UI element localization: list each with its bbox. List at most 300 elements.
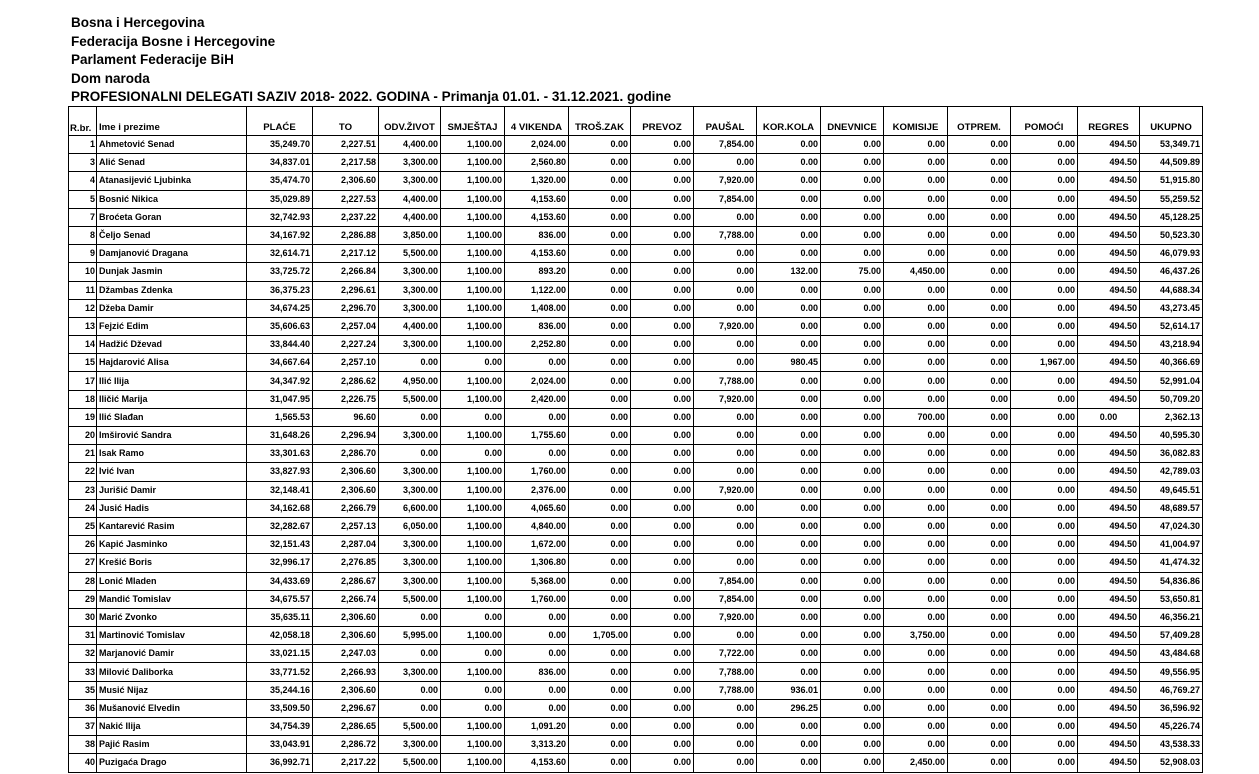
amount-cell: 0.00: [631, 554, 694, 572]
amount-cell: 0.00: [884, 336, 948, 354]
amount-cell: 0.00: [569, 645, 631, 663]
amount-cell: 0.00: [1011, 736, 1078, 754]
amount-cell: 3,300.00: [379, 554, 441, 572]
amount-cell: 0.00: [884, 645, 948, 663]
column-header: OTPREM.: [948, 107, 1011, 136]
amount-cell: 0.00: [1011, 499, 1078, 517]
amount-cell: 0.00: [694, 336, 757, 354]
amount-cell: 0.00: [631, 645, 694, 663]
amount-cell: 0.00: [1011, 718, 1078, 736]
amount-cell: 35,474.70: [247, 172, 313, 190]
amount-cell: 1,100.00: [441, 336, 505, 354]
amount-cell: 0.00: [757, 281, 821, 299]
amount-cell: 3,300.00: [379, 281, 441, 299]
amount-cell: 41,474.32: [1140, 554, 1203, 572]
amount-cell: 42,058.18: [247, 627, 313, 645]
amount-cell: 0.00: [631, 172, 694, 190]
amount-cell: 0.00: [694, 754, 757, 772]
amount-cell: 0.00: [1011, 681, 1078, 699]
amount-cell: 0.00: [948, 372, 1011, 390]
table-row: [69, 736, 1203, 754]
amount-cell: 7,788.00: [694, 226, 757, 244]
table-row: [69, 208, 1203, 226]
row-number: 19: [69, 408, 97, 426]
amount-cell: 75.00: [821, 263, 884, 281]
amount-cell: 0.00: [757, 718, 821, 736]
amount-cell: 0.00: [1011, 427, 1078, 445]
delegate-name: Fejzić Edim: [97, 317, 247, 335]
amount-cell: 0.00: [569, 572, 631, 590]
amount-cell: 4,400.00: [379, 190, 441, 208]
amount-cell: 4,950.00: [379, 372, 441, 390]
amount-cell: 0.00: [1011, 627, 1078, 645]
amount-cell: 0.00: [694, 517, 757, 535]
amount-cell: 3,750.00: [884, 627, 948, 645]
column-header: DNEVNICE: [821, 107, 884, 136]
amount-cell: 0.00: [948, 754, 1011, 772]
amount-cell: 0.00: [757, 245, 821, 263]
amount-cell: 0.00: [379, 608, 441, 626]
amount-cell: 0.00: [948, 590, 1011, 608]
row-number: 31: [69, 627, 97, 645]
amount-cell: 43,484.68: [1140, 645, 1203, 663]
amount-cell: 2,376.00: [505, 481, 569, 499]
amount-cell: 0.00: [694, 445, 757, 463]
amount-cell: 0.00: [821, 572, 884, 590]
amount-cell: 3,300.00: [379, 427, 441, 445]
amount-cell: 0.00: [948, 226, 1011, 244]
amount-cell: 0.00: [569, 481, 631, 499]
amount-cell: 494.50: [1078, 281, 1140, 299]
amount-cell: 0.00: [821, 736, 884, 754]
amount-cell: 0.00: [379, 699, 441, 717]
amount-cell: 0.00: [884, 663, 948, 681]
amount-cell: 2,226.75: [313, 390, 379, 408]
amount-cell: 36,596.92: [1140, 699, 1203, 717]
amount-cell: 2,217.12: [313, 245, 379, 263]
amount-cell: 0.00: [884, 354, 948, 372]
delegate-name: Džambas Zdenka: [97, 281, 247, 299]
amount-cell: 0.00: [821, 445, 884, 463]
amount-cell: 0.00: [694, 299, 757, 317]
amount-cell: 0.00: [948, 354, 1011, 372]
amount-cell: 0.00: [569, 390, 631, 408]
amount-cell: 1,100.00: [441, 317, 505, 335]
amount-cell: 0.00: [631, 408, 694, 426]
amount-cell: 0.00: [821, 154, 884, 172]
amount-cell: 0.00: [1011, 317, 1078, 335]
amount-cell: 52,908.03: [1140, 754, 1203, 772]
amount-cell: 0.00: [1011, 336, 1078, 354]
amount-cell: 0.00: [505, 627, 569, 645]
amount-cell: 0.00: [948, 336, 1011, 354]
amount-cell: 494.50: [1078, 208, 1140, 226]
amount-cell: 0.00: [884, 572, 948, 590]
amount-cell: 0.00: [441, 645, 505, 663]
delegate-name: Musić Nijaz: [97, 681, 247, 699]
amount-cell: 0.00: [1011, 281, 1078, 299]
amount-cell: 32,614.71: [247, 245, 313, 263]
delegate-name: Alić Senad: [97, 154, 247, 172]
column-header: 4 VIKENDA: [505, 107, 569, 136]
column-header: PAUŠAL: [694, 107, 757, 136]
table-row: [69, 463, 1203, 481]
delegate-name: Ilić Slađan: [97, 408, 247, 426]
column-header: REGRES: [1078, 107, 1140, 136]
header-parliament: Parlament Federacije BiH: [71, 52, 234, 67]
amount-cell: 1,100.00: [441, 390, 505, 408]
amount-cell: 494.50: [1078, 299, 1140, 317]
amount-cell: 32,742.93: [247, 208, 313, 226]
amount-cell: 0.00: [569, 317, 631, 335]
amount-cell: 0.00: [884, 608, 948, 626]
delegate-name: Isak Ramo: [97, 445, 247, 463]
amount-cell: 0.00: [569, 226, 631, 244]
table-row: [69, 627, 1203, 645]
amount-cell: 0.00: [694, 554, 757, 572]
amount-cell: 50,709.20: [1140, 390, 1203, 408]
amount-cell: 31,047.95: [247, 390, 313, 408]
amount-cell: 2,257.13: [313, 517, 379, 535]
amount-cell: 1,091.20: [505, 718, 569, 736]
amount-cell: 40,366.69: [1140, 354, 1203, 372]
amount-cell: 53,650.81: [1140, 590, 1203, 608]
amount-cell: 0.00: [884, 718, 948, 736]
amount-cell: 0.00: [569, 517, 631, 535]
amount-cell: 0.00: [948, 172, 1011, 190]
amount-cell: 7,788.00: [694, 681, 757, 699]
delegate-name: Kapić Jasminko: [97, 536, 247, 554]
amount-cell: 0.00: [441, 699, 505, 717]
amount-cell: 0.00: [884, 190, 948, 208]
amount-cell: 0.00: [1011, 154, 1078, 172]
amount-cell: 0.00: [884, 172, 948, 190]
amount-cell: 0.00: [757, 663, 821, 681]
amount-cell: 0.00: [757, 499, 821, 517]
amount-cell: 0.00: [694, 354, 757, 372]
amount-cell: 0.00: [1011, 572, 1078, 590]
amount-cell: 2,286.65: [313, 718, 379, 736]
row-number: 5: [69, 190, 97, 208]
amount-cell: 0.00: [1011, 699, 1078, 717]
amount-cell: 1,100.00: [441, 663, 505, 681]
table-row: [69, 681, 1203, 699]
amount-cell: 2,286.88: [313, 226, 379, 244]
amount-cell: 494.50: [1078, 645, 1140, 663]
amount-cell: 0.00: [884, 317, 948, 335]
amount-cell: 494.50: [1078, 445, 1140, 463]
amount-cell: 0.00: [694, 245, 757, 263]
amount-cell: 0.00: [631, 390, 694, 408]
amount-cell: 0.00: [569, 263, 631, 281]
delegate-name: Dunjak Jasmin: [97, 263, 247, 281]
delegate-name: Mandić Tomislav: [97, 590, 247, 608]
amount-cell: 96.60: [313, 408, 379, 426]
row-number: 23: [69, 481, 97, 499]
amount-cell: 0.00: [948, 263, 1011, 281]
row-number: 14: [69, 336, 97, 354]
amount-cell: 44,509.89: [1140, 154, 1203, 172]
row-number: 12: [69, 299, 97, 317]
amount-cell: 0.00: [631, 245, 694, 263]
amount-cell: 0.00: [694, 627, 757, 645]
amount-cell: 4,153.60: [505, 208, 569, 226]
amount-cell: 0.00: [757, 208, 821, 226]
amount-cell: 0.00: [948, 190, 1011, 208]
amount-cell: 2,227.51: [313, 136, 379, 154]
amount-cell: 0.00: [821, 718, 884, 736]
amount-cell: 1,122.00: [505, 281, 569, 299]
amount-cell: 0.00: [631, 536, 694, 554]
amount-cell: 0.00: [1011, 208, 1078, 226]
amount-cell: 0.00: [441, 408, 505, 426]
row-number: 4: [69, 172, 97, 190]
amount-cell: 494.50: [1078, 317, 1140, 335]
amount-cell: 0.00: [1011, 590, 1078, 608]
amount-cell: 2,306.60: [313, 481, 379, 499]
amount-cell: 0.00: [821, 463, 884, 481]
amount-cell: 1,100.00: [441, 499, 505, 517]
amount-cell: 0.00: [1011, 226, 1078, 244]
amount-cell: 1,100.00: [441, 427, 505, 445]
amount-cell: 0.00: [821, 554, 884, 572]
amount-cell: 5,500.00: [379, 390, 441, 408]
amount-cell: 0.00: [948, 408, 1011, 426]
amount-cell: 0.00: [569, 336, 631, 354]
amount-cell: 0.00: [821, 699, 884, 717]
table-row: [69, 336, 1203, 354]
row-number: 28: [69, 572, 97, 590]
amount-cell: 34,754.39: [247, 718, 313, 736]
amount-cell: 0.00: [884, 499, 948, 517]
amount-cell: 1,100.00: [441, 208, 505, 226]
amount-cell: 494.50: [1078, 572, 1140, 590]
table-row: [69, 190, 1203, 208]
amount-cell: 0.00: [757, 517, 821, 535]
amount-cell: 1,100.00: [441, 517, 505, 535]
table-row: [69, 536, 1203, 554]
amount-cell: 34,667.64: [247, 354, 313, 372]
amount-cell: 45,128.25: [1140, 208, 1203, 226]
amount-cell: 3,300.00: [379, 463, 441, 481]
amount-cell: 1,100.00: [441, 463, 505, 481]
column-header: KOMISIJE: [884, 107, 948, 136]
amount-cell: 7,854.00: [694, 590, 757, 608]
amount-cell: 6,600.00: [379, 499, 441, 517]
amount-cell: 2,217.22: [313, 754, 379, 772]
table-row: [69, 226, 1203, 244]
amount-cell: 0.00: [1011, 663, 1078, 681]
amount-cell: 0.00: [631, 627, 694, 645]
row-number: 1: [69, 136, 97, 154]
amount-cell: 0.00: [948, 536, 1011, 554]
amount-cell: 3,300.00: [379, 336, 441, 354]
amount-cell: 836.00: [505, 317, 569, 335]
amount-cell: 0.00: [757, 754, 821, 772]
row-number: 27: [69, 554, 97, 572]
table-row: [69, 172, 1203, 190]
row-number: 18: [69, 390, 97, 408]
table-row: [69, 445, 1203, 463]
amount-cell: 1,100.00: [441, 481, 505, 499]
amount-cell: 1,100.00: [441, 245, 505, 263]
amount-cell: 2,266.74: [313, 590, 379, 608]
row-number: 38: [69, 736, 97, 754]
amount-cell: 0.00: [757, 336, 821, 354]
amount-cell: 35,244.16: [247, 681, 313, 699]
amount-cell: 494.50: [1078, 499, 1140, 517]
amount-cell: 0.00: [948, 463, 1011, 481]
amount-cell: 0.00: [757, 736, 821, 754]
amount-cell: 2,306.60: [313, 627, 379, 645]
amount-cell: 0.00: [379, 445, 441, 463]
amount-cell: 494.50: [1078, 554, 1140, 572]
header-house: Dom naroda: [71, 70, 150, 86]
amount-cell: 0.00: [821, 427, 884, 445]
amount-cell: 0.00: [1011, 390, 1078, 408]
amount-cell: 46,356.21: [1140, 608, 1203, 626]
amount-cell: 42,789.03: [1140, 463, 1203, 481]
amount-cell: 53,349.71: [1140, 136, 1203, 154]
table-row: [69, 354, 1203, 372]
amount-cell: 0.00: [1078, 408, 1140, 426]
column-header: KOR.KOLA: [757, 107, 821, 136]
amount-cell: 0.00: [948, 445, 1011, 463]
amount-cell: 0.00: [821, 354, 884, 372]
amount-cell: 3,300.00: [379, 736, 441, 754]
amount-cell: 0.00: [569, 427, 631, 445]
amount-cell: 48,689.57: [1140, 499, 1203, 517]
amount-cell: 1,306.80: [505, 554, 569, 572]
amount-cell: 0.00: [569, 299, 631, 317]
amount-cell: 0.00: [821, 536, 884, 554]
amount-cell: 35,249.70: [247, 136, 313, 154]
amount-cell: 34,167.92: [247, 226, 313, 244]
amount-cell: 5,500.00: [379, 245, 441, 263]
amount-cell: 1,100.00: [441, 190, 505, 208]
amount-cell: 0.00: [569, 445, 631, 463]
row-number: 13: [69, 317, 97, 335]
amount-cell: 1,100.00: [441, 627, 505, 645]
delegate-name: Imširović Sandra: [97, 427, 247, 445]
amount-cell: 0.00: [631, 263, 694, 281]
row-number: 11: [69, 281, 97, 299]
amount-cell: 0.00: [757, 154, 821, 172]
amount-cell: 0.00: [884, 299, 948, 317]
amount-cell: 0.00: [884, 699, 948, 717]
amount-cell: 0.00: [821, 190, 884, 208]
amount-cell: 32,282.67: [247, 517, 313, 535]
delegate-name: Atanasijević Ljubinka: [97, 172, 247, 190]
table-row: [69, 754, 1203, 772]
amount-cell: 0.00: [505, 608, 569, 626]
amount-cell: 1,100.00: [441, 554, 505, 572]
amount-cell: 0.00: [821, 136, 884, 154]
delegate-name: Jusić Hadis: [97, 499, 247, 517]
amount-cell: 0.00: [884, 226, 948, 244]
table-row: [69, 663, 1203, 681]
amount-cell: 5,500.00: [379, 718, 441, 736]
amount-cell: 0.00: [948, 736, 1011, 754]
amount-cell: 1,760.00: [505, 463, 569, 481]
amount-cell: 4,400.00: [379, 208, 441, 226]
amount-cell: 0.00: [948, 681, 1011, 699]
amount-cell: 0.00: [631, 372, 694, 390]
amount-cell: 1,320.00: [505, 172, 569, 190]
amount-cell: 1,100.00: [441, 572, 505, 590]
amount-cell: 3,300.00: [379, 663, 441, 681]
delegate-name: Marjanović Damir: [97, 645, 247, 663]
amount-cell: 0.00: [569, 663, 631, 681]
amount-cell: 0.00: [821, 754, 884, 772]
amount-cell: 0.00: [694, 736, 757, 754]
amount-cell: 2,286.72: [313, 736, 379, 754]
row-number: 32: [69, 645, 97, 663]
amount-cell: 494.50: [1078, 536, 1140, 554]
amount-cell: 1,967.00: [1011, 354, 1078, 372]
amount-cell: 51,915.80: [1140, 172, 1203, 190]
amount-cell: 0.00: [569, 208, 631, 226]
salary-table: [68, 106, 1203, 773]
table-row: [69, 608, 1203, 626]
amount-cell: 2,237.22: [313, 208, 379, 226]
amount-cell: 55,259.52: [1140, 190, 1203, 208]
delegate-name: Pajić Rasim: [97, 736, 247, 754]
amount-cell: 0.00: [757, 299, 821, 317]
amount-cell: 0.00: [821, 627, 884, 645]
amount-cell: 836.00: [505, 226, 569, 244]
amount-cell: 0.00: [569, 281, 631, 299]
table-row: [69, 499, 1203, 517]
amount-cell: 893.20: [505, 263, 569, 281]
amount-cell: 0.00: [757, 226, 821, 244]
amount-cell: 0.00: [821, 681, 884, 699]
document-header: [71, 14, 671, 107]
amount-cell: 0.00: [569, 190, 631, 208]
amount-cell: 0.00: [441, 354, 505, 372]
amount-cell: 7,920.00: [694, 172, 757, 190]
amount-cell: 47,024.30: [1140, 517, 1203, 535]
amount-cell: 7,788.00: [694, 372, 757, 390]
table-row: [69, 390, 1203, 408]
amount-cell: 0.00: [569, 136, 631, 154]
amount-cell: 0.00: [569, 372, 631, 390]
amount-cell: 0.00: [569, 499, 631, 517]
amount-cell: 0.00: [948, 699, 1011, 717]
delegate-name: Ilić Ilija: [97, 372, 247, 390]
table-row: [69, 154, 1203, 172]
amount-cell: 0.00: [441, 608, 505, 626]
amount-cell: 0.00: [569, 590, 631, 608]
amount-cell: 2,266.84: [313, 263, 379, 281]
amount-cell: 494.50: [1078, 427, 1140, 445]
amount-cell: 33,827.93: [247, 463, 313, 481]
amount-cell: 0.00: [569, 354, 631, 372]
amount-cell: 0.00: [694, 536, 757, 554]
amount-cell: 2,024.00: [505, 136, 569, 154]
amount-cell: 34,837.01: [247, 154, 313, 172]
amount-cell: 494.50: [1078, 245, 1140, 263]
amount-cell: 0.00: [821, 590, 884, 608]
amount-cell: 0.00: [821, 299, 884, 317]
amount-cell: 3,300.00: [379, 536, 441, 554]
amount-cell: 7,788.00: [694, 663, 757, 681]
amount-cell: 5,500.00: [379, 754, 441, 772]
amount-cell: 0.00: [631, 718, 694, 736]
amount-cell: 0.00: [884, 208, 948, 226]
amount-cell: 7,920.00: [694, 481, 757, 499]
amount-cell: 0.00: [948, 608, 1011, 626]
